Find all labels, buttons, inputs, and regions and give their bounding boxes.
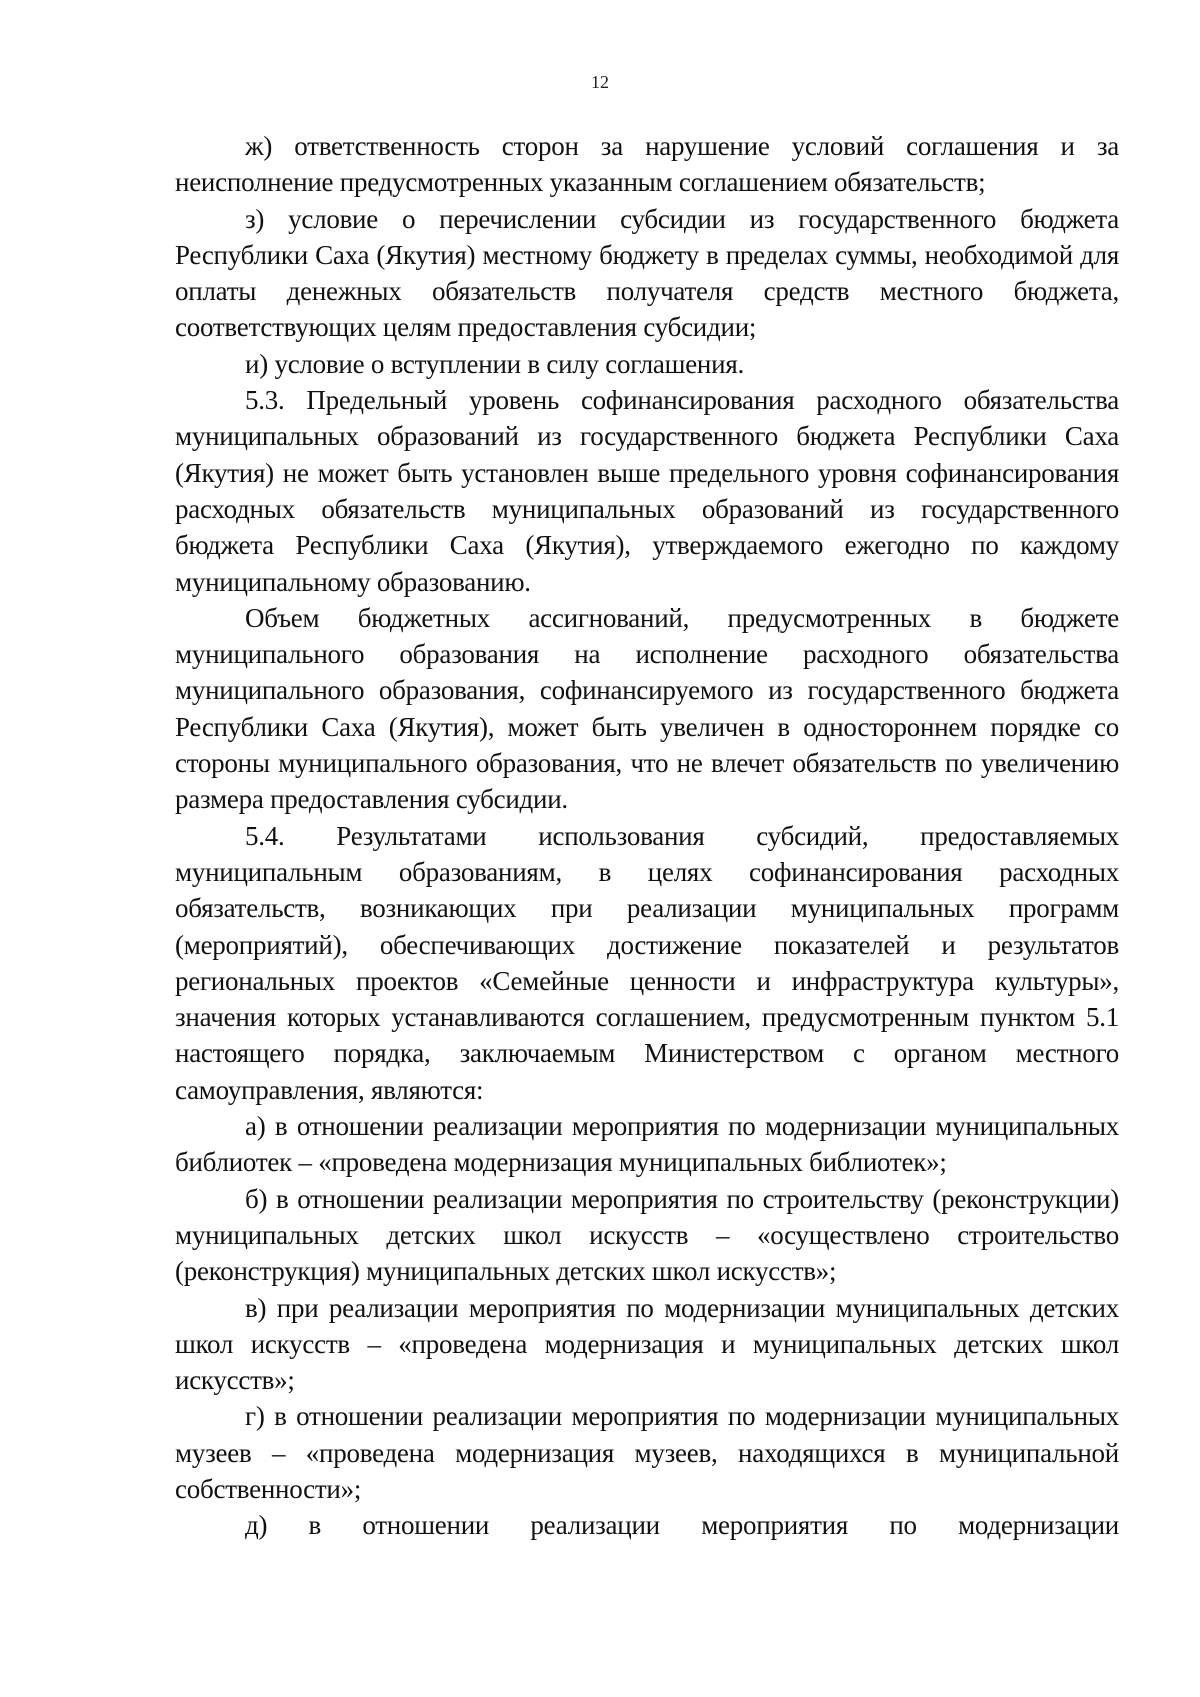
page-number: 12	[591, 72, 609, 92]
paragraph-zh: ж) ответственность сторон за нарушение условий соглашения и за неисполнение предусмотренных указанным соглашением обязательств;	[175, 131, 1119, 198]
paragraph-g: г) в отношении реализации мероприятия по модернизации муниципальных музеев – «проведена модернизация музеев, находящихся в муниципальной собственности»;	[175, 1401, 1119, 1504]
paragraph-d: д) в отношении реализации мероприятия по модернизации	[245, 1510, 1119, 1541]
paragraph-v: в) при реализации мероприятия по модернизации муниципальных детских школ искусств – «проведена модернизация и муниципальных детских школ искусств»;	[175, 1292, 1119, 1396]
paragraph-volume: Объем бюджетных ассигнований, предусмотренных в бюджете муниципального образования на исполнение расходного обязательства муниципального образования, софинансируемого из государственного бюджета Республики Саха (Якутия), может быть увеличен в одностороннем порядке со стороны муниципального образования, что не влечет обязательств по увеличению размера предоставления субсидии.	[175, 602, 1119, 815]
paragraph-a: а) в отношении реализации мероприятия по модернизации муниципальных библиотек – «проведена модернизация муниципальных библиотек»;	[175, 1111, 1119, 1178]
paragraph-z: з) условие о перечислении субсидии из государственного бюджета Республики Саха (Якутия) местному бюджету в пределах суммы, необходимой для оплаты денежных обязательств получателя средств местного бюджета, соответствующих целям предоставления субсидии;	[175, 203, 1119, 343]
paragraph-5-3: 5.3. Предельный уровень софинансирования расходного обязательства муниципальных образований из государственного бюджета Республики Саха (Якутия) не может быть установлен выше предельного уровня софинансирования расходных обязательств муниципальных образований из государственного бюджета Республики Саха (Якутия), утверждаемого ежегодно по каждому муниципальному образованию.	[175, 385, 1119, 597]
paragraph-b: б) в отношении реализации мероприятия по строительству (реконструкции) муниципальных детских школ искусств – «осуществлено строительство (реконструкция) муниципальных детских школ искусств»;	[175, 1183, 1119, 1287]
paragraph-5-4: 5.4. Результатами использования субсидий, предоставляемых муниципальным образованиям, в целях софинансирования расходных обязательств, возникающих при реализации муниципальных программ (мероприятий), обеспечивающих достижение показателей и результатов региональных проектов «Семейные ценности и инфраструктура культуры», значения которых устанавливаются соглашением, предусмотренным пунктом 5.1 настоящего порядка, заключаемым Министерством с органом местного самоуправления, являются:	[175, 820, 1119, 1105]
paragraph-i: и) условие о вступлении в силу соглашения.	[245, 348, 744, 379]
document-body	[175, 128, 1119, 1544]
